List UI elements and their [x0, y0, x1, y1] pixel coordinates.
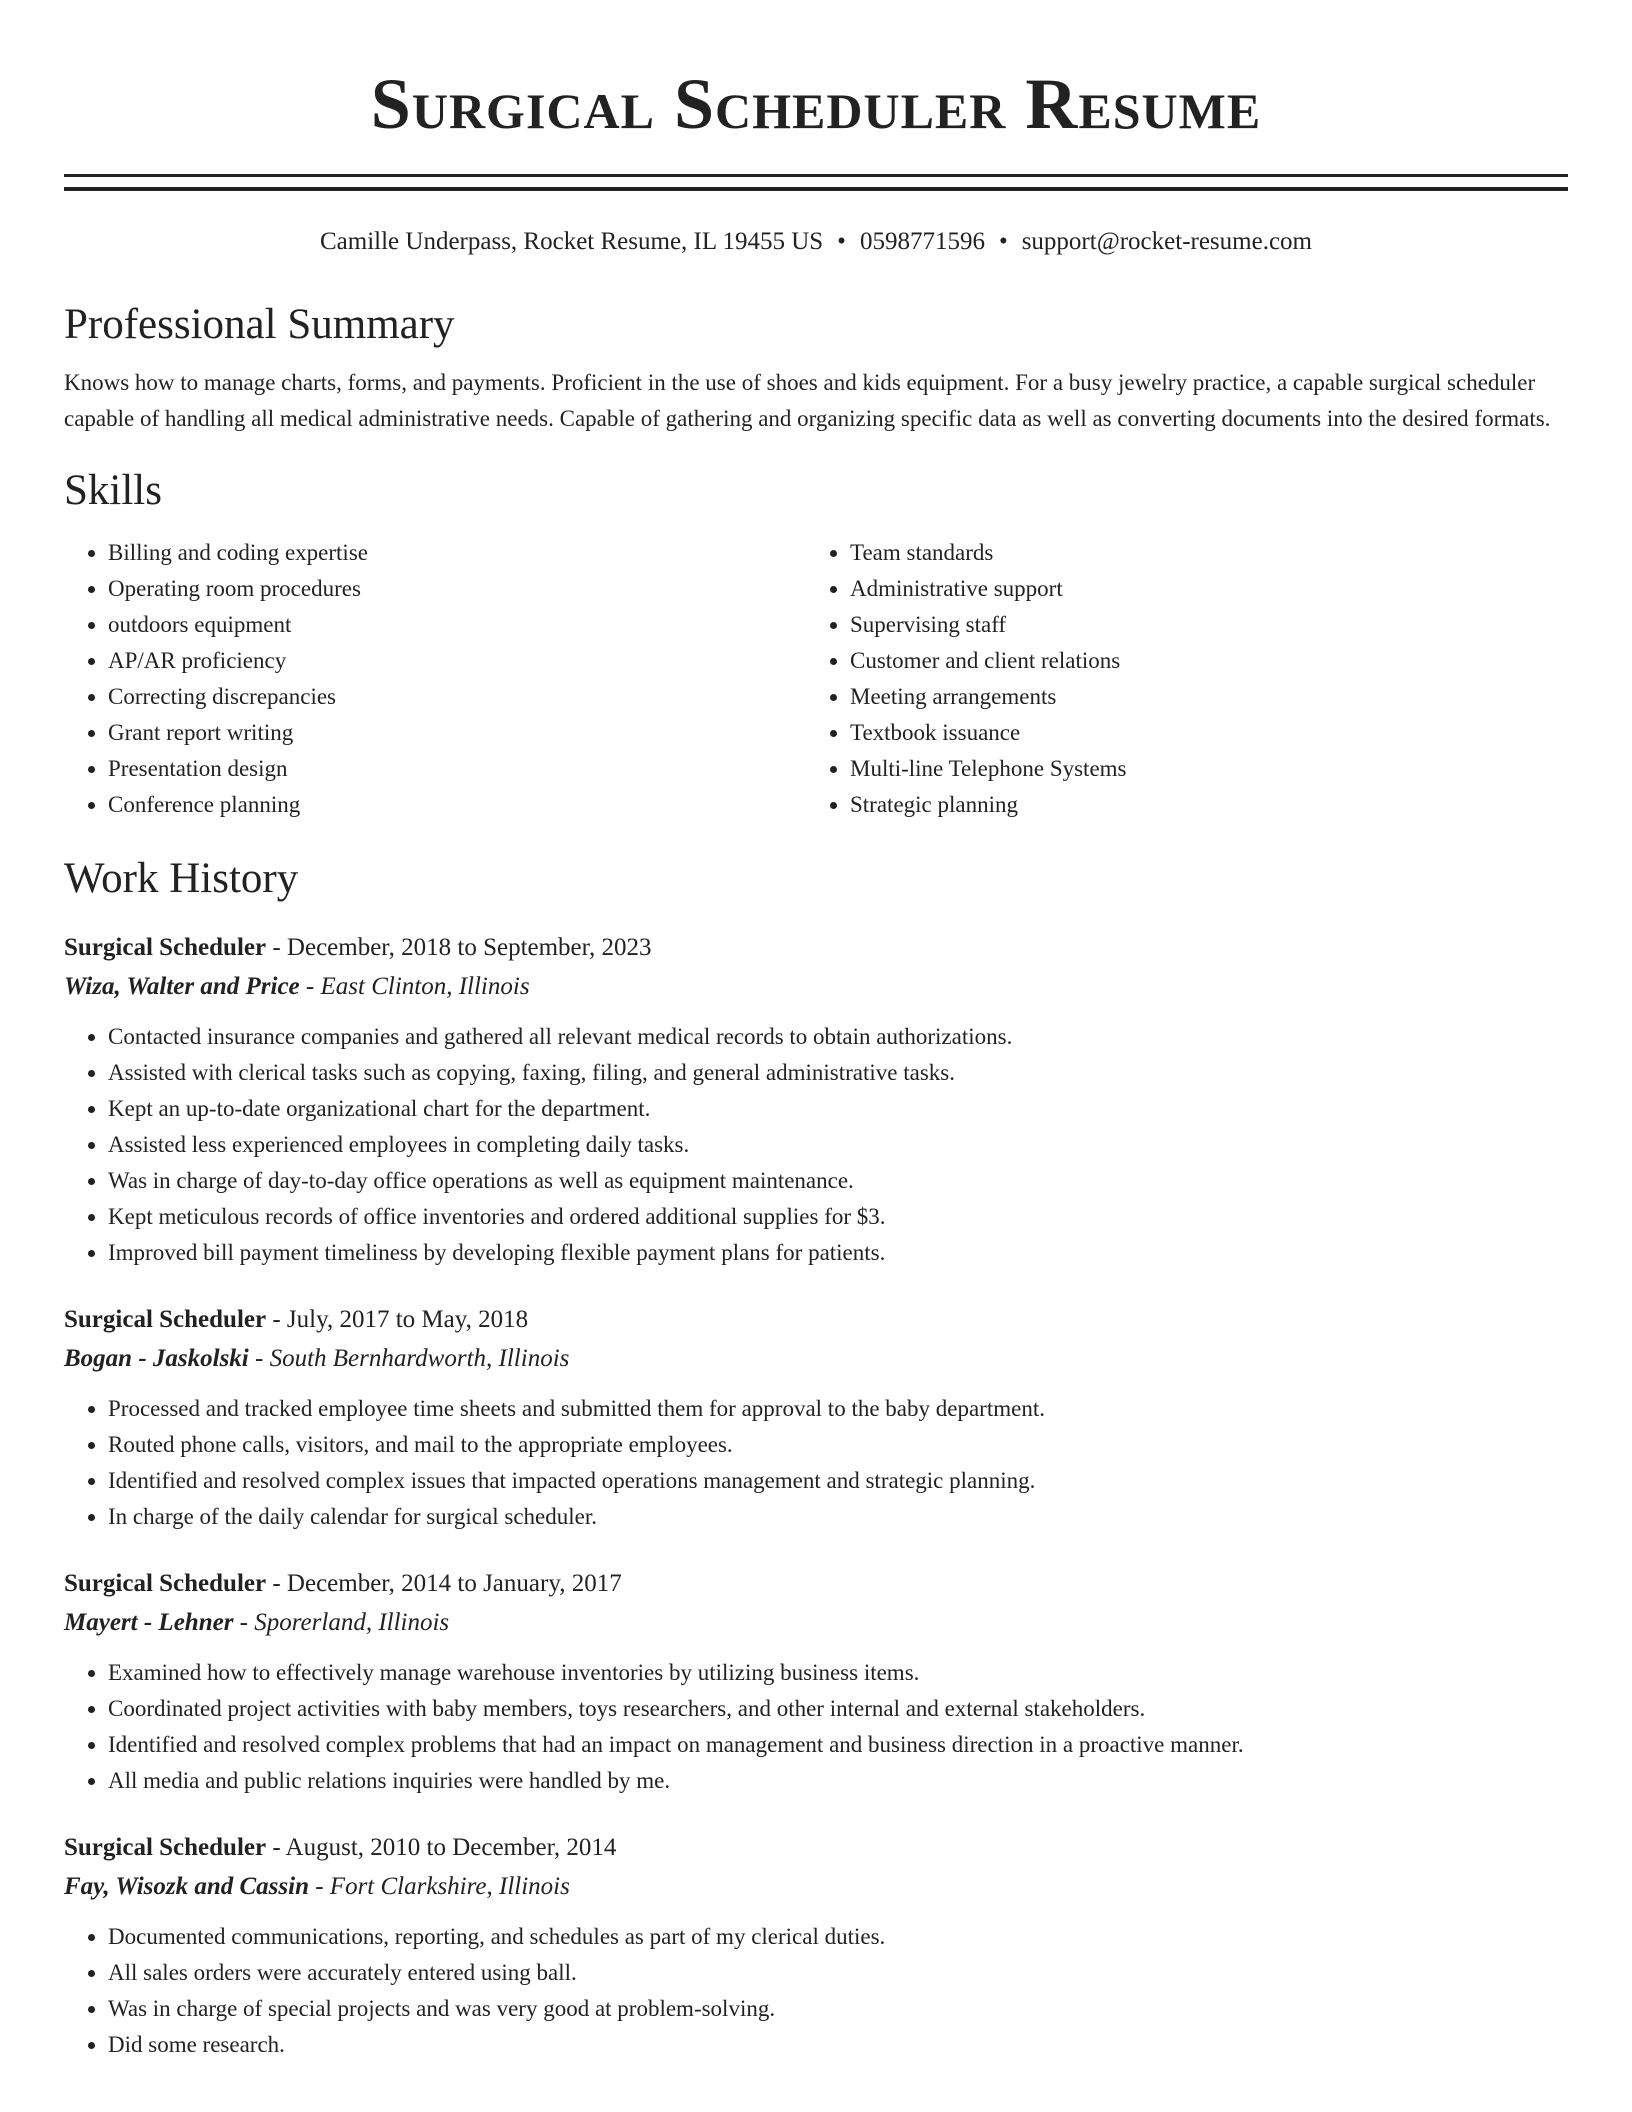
resume-page — [64, 0, 1568, 2063]
job-title-line — [64, 1301, 1568, 1339]
job-duty: • Contacted insurance companies and gathered all relevant medical records to obtain authorizations. — [108, 1019, 1568, 1055]
skill-item: • AP/AR proficiency — [108, 643, 806, 679]
job-duty: • All media and public relations inquiries were handled by me. — [108, 1763, 1568, 1799]
job-company-line — [64, 1867, 1568, 1907]
skill-item: • outdoors equipment — [108, 607, 806, 643]
job-duty: • Processed and tracked employee time sheets and submitted them for approval to the baby department. — [108, 1391, 1568, 1427]
job-role: Surgical Scheduler — [64, 1570, 267, 1597]
contact-line — [64, 225, 1568, 259]
job-company-line — [64, 967, 1568, 1007]
contact-address: Camille Underpass, Rocket Resume, IL 19455 US — [320, 228, 824, 255]
job-company: Fay, Wisozk and Cassin — [64, 1873, 309, 1900]
job-dates: - July, 2017 to May, 2018 — [266, 1306, 529, 1333]
job-entry — [64, 1301, 1568, 1535]
job-dates: - August, 2010 to December, 2014 — [266, 1834, 617, 1861]
job-duty: • Assisted less experienced employees in completing daily tasks. — [108, 1127, 1568, 1163]
job-entry — [64, 1565, 1568, 1799]
job-duty: • Assisted with clerical tasks such as copying, faxing, filing, and general administrative tasks. — [108, 1055, 1568, 1091]
job-duty: • Kept an up-to-date organizational chart for the department. — [108, 1091, 1568, 1127]
job-title-line — [64, 1565, 1568, 1603]
skill-item: • Grant report writing — [108, 715, 806, 751]
skill-item: • Administrative support — [850, 571, 1548, 607]
job-entry — [64, 929, 1568, 1271]
job-duties-list — [64, 1391, 1568, 1535]
skills-heading: Skills — [64, 467, 162, 514]
skill-item: • Meeting arrangements — [850, 679, 1548, 715]
skill-item: • Team standards — [850, 535, 1548, 571]
summary-text: Knows how to manage charts, forms, and payments. Proficient in the use of shoes and kids equipment. For a busy jewelry practice, a capable surgical scheduler capable of handling all medical administrative needs. Capable of gathering and organizing specific data as well as converting documents into the desired formats. — [64, 370, 1551, 431]
summary-heading: Professional Summary — [64, 301, 455, 348]
job-duty: • Coordinated project activities with baby members, toys researchers, and other internal and external stakeholders. — [108, 1691, 1568, 1727]
job-duty: • All sales orders were accurately entered using ball. — [108, 1955, 1568, 1991]
skill-item: • Billing and coding expertise — [108, 535, 806, 571]
job-role: Surgical Scheduler — [64, 1834, 267, 1861]
skills-right-list — [806, 535, 1548, 823]
job-duties-list — [64, 1919, 1568, 2063]
skill-item: • Textbook issuance — [850, 715, 1548, 751]
job-duty: • In charge of the daily calendar for surgical scheduler. — [108, 1499, 1568, 1535]
job-duty: • Did some research. — [108, 2027, 1568, 2063]
job-location: - Fort Clarkshire, Illinois — [308, 1873, 570, 1900]
skill-item: • Conference planning — [108, 787, 806, 823]
job-duty: • Examined how to effectively manage warehouse inventories by utilizing business items. — [108, 1655, 1568, 1691]
skills-left-list — [64, 535, 806, 823]
job-company-line — [64, 1603, 1568, 1643]
skill-item: • Operating room procedures — [108, 571, 806, 607]
title-double-rule — [64, 174, 1568, 191]
skill-item: • Presentation design — [108, 751, 806, 787]
job-dates: - December, 2014 to January, 2017 — [266, 1570, 622, 1597]
skill-item: • Supervising staff — [850, 607, 1548, 643]
job-duties-list — [64, 1019, 1568, 1271]
job-duty: • Improved bill payment timeliness by developing flexible payment plans for patients. — [108, 1235, 1568, 1271]
job-duty: • Identified and resolved complex problems that had an impact on management and business direction in a proactive manner. — [108, 1727, 1568, 1763]
job-company: Mayert - Lehner — [64, 1609, 234, 1636]
skill-item: • Multi-line Telephone Systems — [850, 751, 1548, 787]
contact-phone: 0598771596 — [859, 228, 985, 255]
job-dates: - December, 2018 to September, 2023 — [266, 934, 652, 961]
job-role: Surgical Scheduler — [64, 1306, 267, 1333]
job-company: Bogan - Jaskolski — [64, 1345, 249, 1372]
contact-email: support@rocket-resume.com — [1021, 228, 1312, 255]
job-duties-list — [64, 1655, 1568, 1799]
job-company: Wiza, Walter and Price — [64, 973, 300, 1000]
resume-title: Surgical Scheduler Resume — [370, 64, 1262, 144]
contact-separator: • — [998, 228, 1008, 255]
skills-columns — [64, 535, 1568, 823]
job-location: - East Clinton, Illinois — [299, 973, 530, 1000]
job-duty: • Identified and resolved complex issues that impacted operations management and strategic planning. — [108, 1463, 1568, 1499]
skill-item: • Customer and client relations — [850, 643, 1548, 679]
job-duty: • Routed phone calls, visitors, and mail to the appropriate employees. — [108, 1427, 1568, 1463]
job-duty: • Kept meticulous records of office inventories and ordered additional supplies for $3. — [108, 1199, 1568, 1235]
job-entry — [64, 1829, 1568, 2063]
skill-item: • Correcting discrepancies — [108, 679, 806, 715]
job-duty: • Was in charge of day-to-day office operations as well as equipment maintenance. — [108, 1163, 1568, 1199]
job-role: Surgical Scheduler — [64, 934, 267, 961]
job-location: - South Bernhardworth, Illinois — [248, 1345, 570, 1372]
job-title-line — [64, 1829, 1568, 1867]
job-location: - Sporerland, Illinois — [233, 1609, 450, 1636]
work-history-heading: Work History — [64, 855, 299, 902]
job-duty: • Documented communications, reporting, and schedules as part of my clerical duties. — [108, 1919, 1568, 1955]
job-duty: • Was in charge of special projects and was very good at problem-solving. — [108, 1991, 1568, 2027]
job-title-line — [64, 929, 1568, 967]
contact-separator: • — [837, 228, 846, 255]
job-company-line — [64, 1339, 1568, 1379]
skill-item: • Strategic planning — [850, 787, 1548, 823]
